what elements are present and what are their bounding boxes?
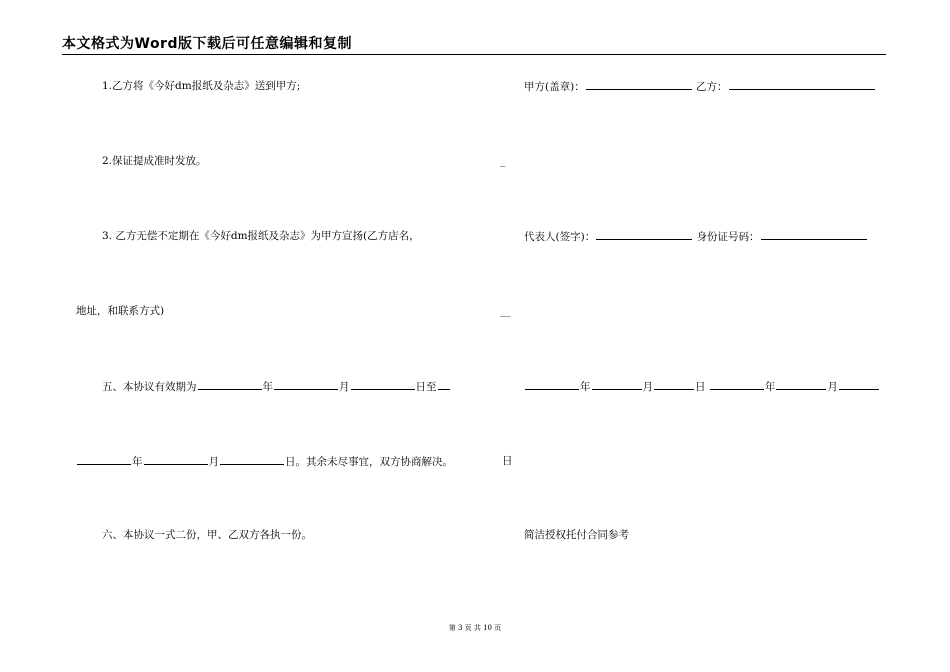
- representative-field[interactable]: [596, 229, 692, 240]
- blank-field[interactable]: [839, 379, 879, 390]
- month-label: 月: [208, 456, 219, 468]
- page-number: 第 3 页 共 10 页: [448, 624, 502, 632]
- blank-field[interactable]: [710, 379, 764, 390]
- blank-field[interactable]: [592, 379, 642, 390]
- year-label: 年: [132, 456, 143, 468]
- blank-field[interactable]: [77, 454, 131, 465]
- party-b-label: 乙方：: [696, 81, 728, 93]
- signing-date-line: [524, 379, 880, 394]
- day-label: 日: [695, 381, 706, 393]
- year-label: 年: [262, 381, 273, 393]
- month-label: 月: [642, 381, 653, 393]
- validity-period-line: [102, 379, 451, 394]
- month-label: 月: [827, 381, 838, 393]
- party-signature-line: [524, 79, 876, 94]
- clause-item-2: 2.保证提成准时发放。: [102, 155, 207, 167]
- blank-field[interactable]: [220, 454, 284, 465]
- blank-field[interactable]: [274, 379, 338, 390]
- underscore-mark: _: [500, 155, 506, 167]
- document-header: [62, 36, 886, 55]
- representative-line: [524, 229, 868, 244]
- blank-field[interactable]: [351, 379, 415, 390]
- year-label: 年: [580, 381, 591, 393]
- validity-period-continued: [76, 454, 453, 469]
- clause-item-6: 六、本协议一式二份，甲、乙双方各执一份。: [102, 529, 312, 541]
- party-a-label: 甲方(盖章)：: [524, 81, 585, 93]
- underscore-mark: __: [500, 305, 511, 317]
- blank-field[interactable]: [198, 379, 262, 390]
- blank-field[interactable]: [776, 379, 826, 390]
- id-number-label: 身份证号码：: [696, 231, 760, 243]
- day-to-label: 日至: [415, 381, 437, 393]
- day-label: 日: [502, 455, 513, 467]
- clause-item-3: 3. 乙方无偿不定期在《今好dm报纸及杂志》为甲方宣扬(乙方店名，: [102, 230, 420, 242]
- clause-item-1: 1.乙方将《今好dm报纸及杂志》送到甲方;: [102, 80, 301, 92]
- blank-field[interactable]: [438, 379, 450, 390]
- clause-item-3-continued: 地址，和联系方式): [76, 305, 165, 317]
- blank-field[interactable]: [525, 379, 579, 390]
- party-b-field[interactable]: [729, 79, 875, 90]
- party-a-field[interactable]: [586, 79, 692, 90]
- year-label: 年: [764, 381, 776, 393]
- blank-field[interactable]: [654, 379, 694, 390]
- remaining-matters: 日。其余未尽事宜，双方协商解决。: [285, 456, 453, 468]
- blank-field[interactable]: [144, 454, 208, 465]
- header-title: 本文格式为Word版下载后可任意编辑和复制: [62, 36, 352, 52]
- representative-label: 代表人(签字)：: [524, 231, 596, 243]
- validity-prefix: 五、本协议有效期为: [102, 381, 197, 393]
- reference-note: 简洁授权托付合同参考: [524, 529, 629, 541]
- id-number-field[interactable]: [761, 229, 867, 240]
- month-label: 月: [339, 381, 350, 393]
